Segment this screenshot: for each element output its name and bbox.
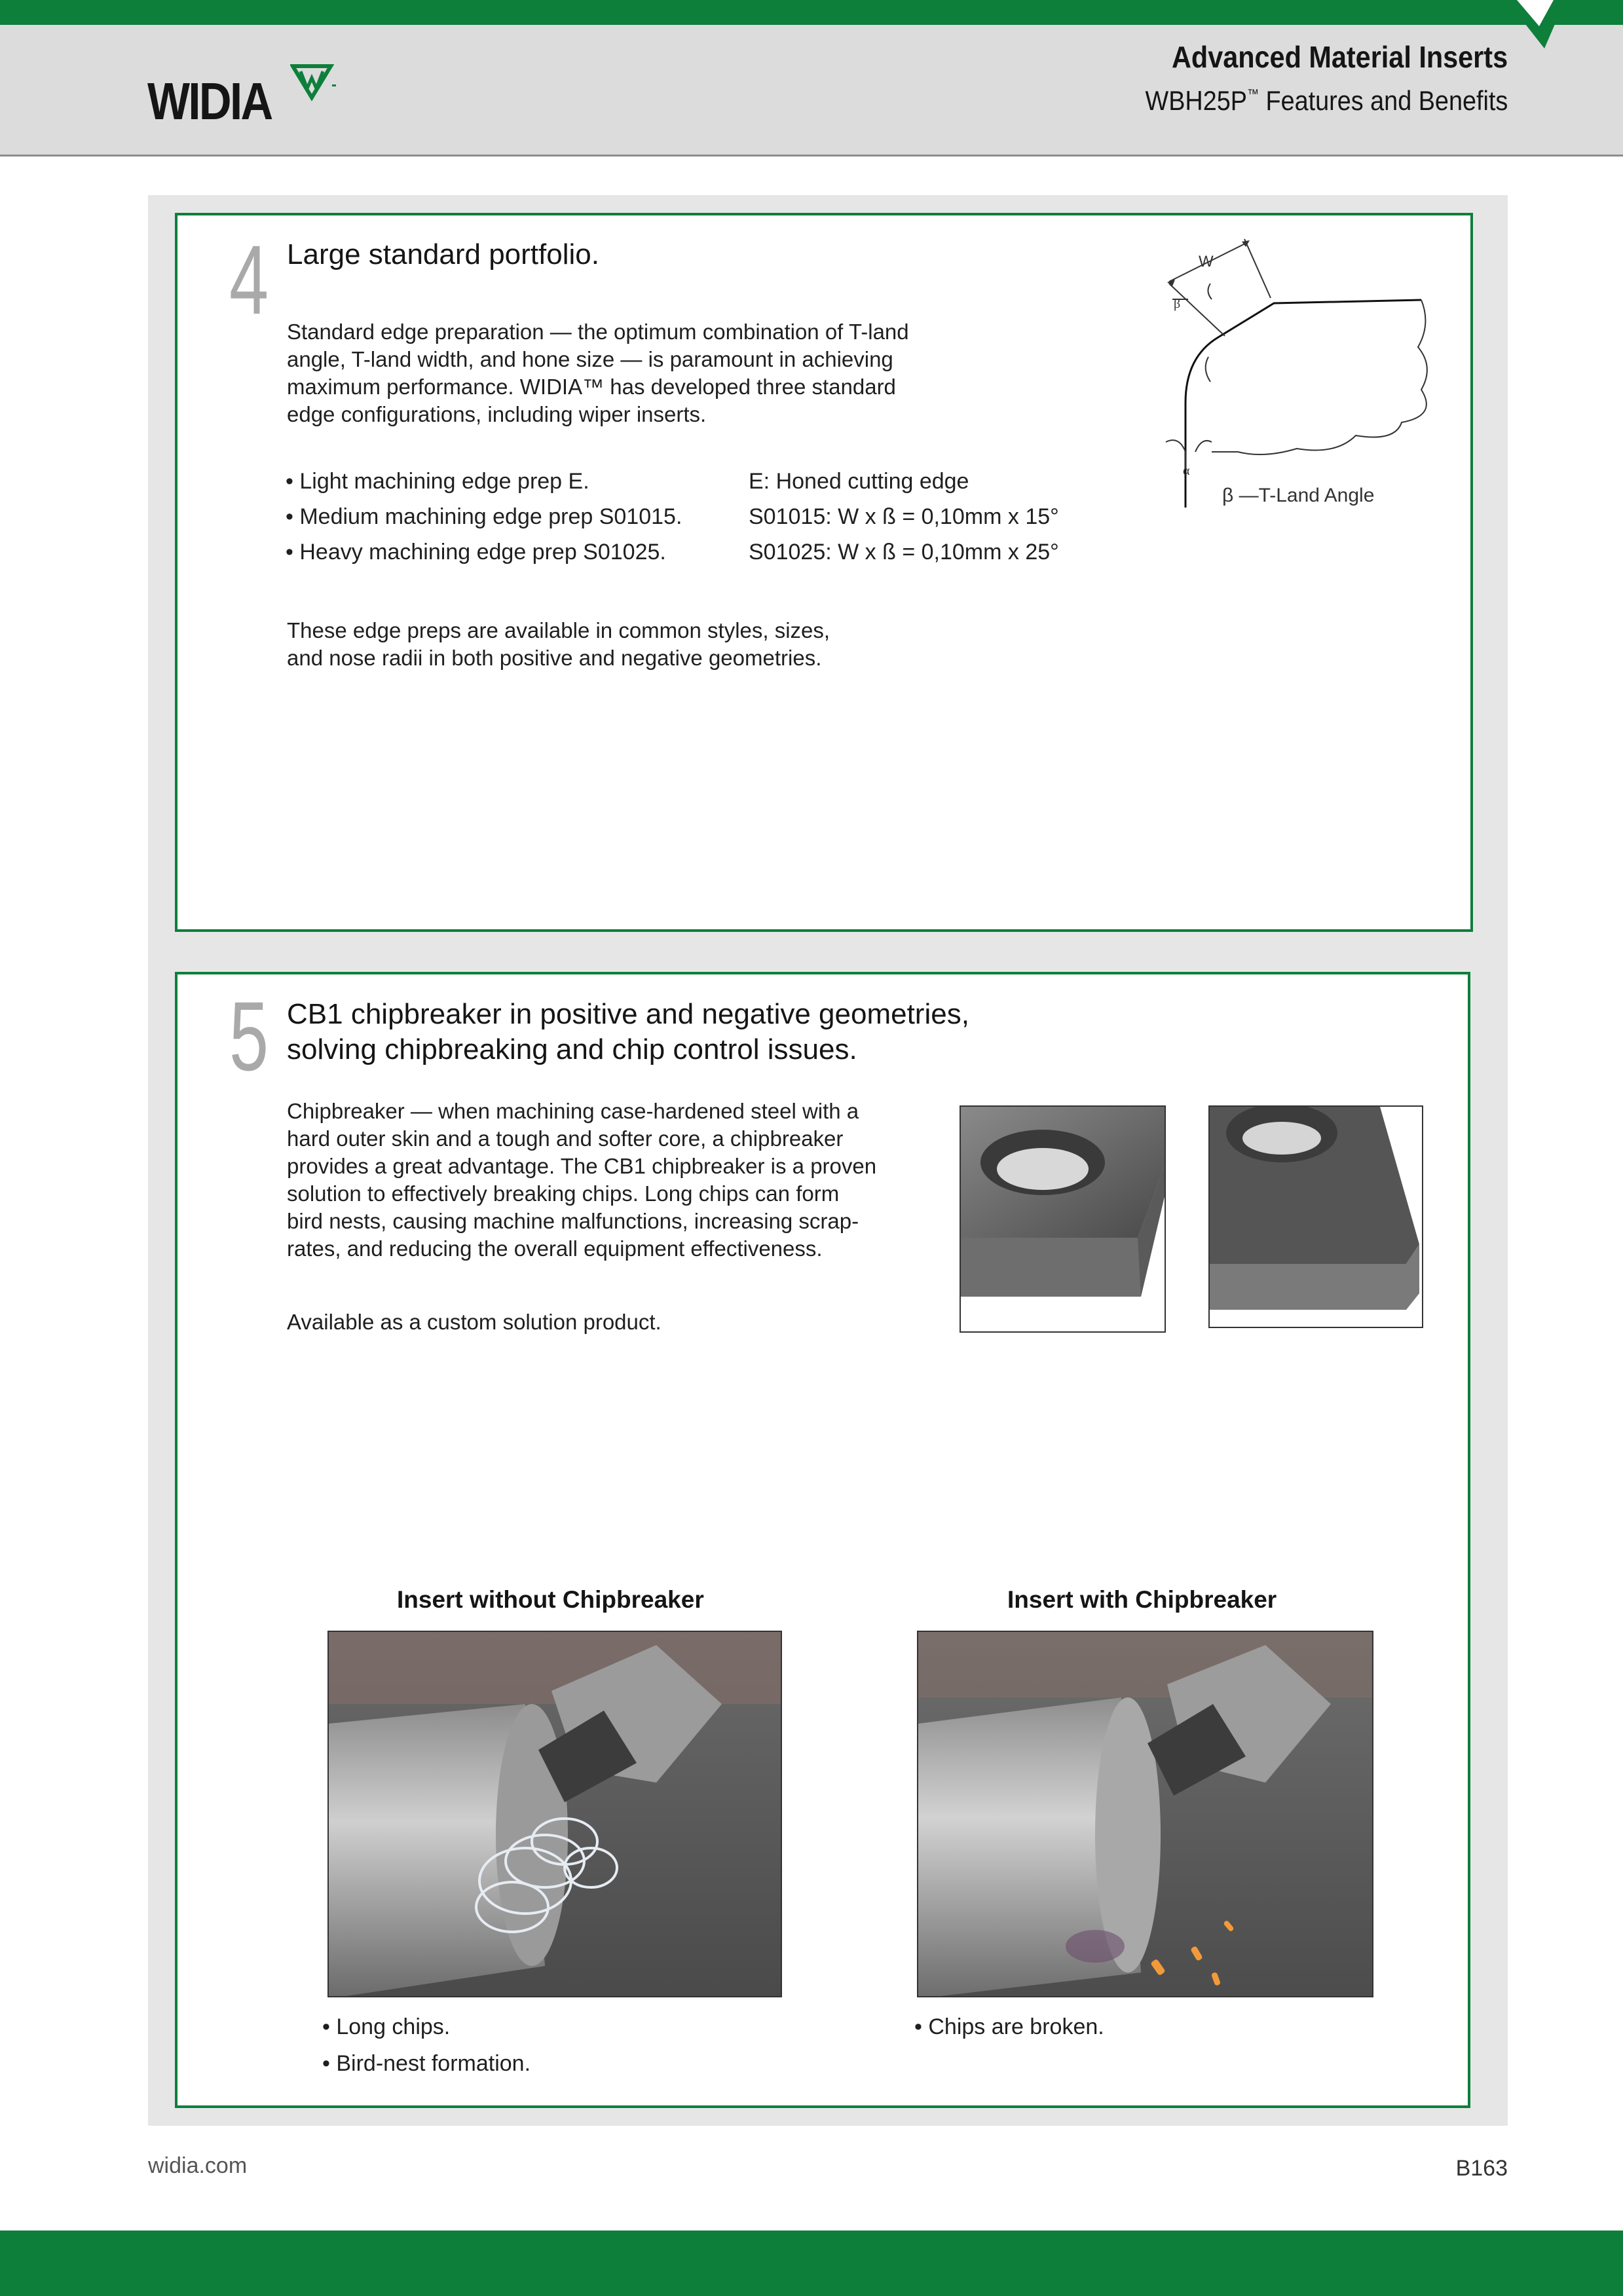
machining-photo-broken-chips <box>917 1631 1373 1997</box>
edge-prep-spec: S01025: W x ß = 0,10mm x 25° <box>749 540 1059 565</box>
edge-prep-spec: E: Honed cutting edge <box>749 469 969 494</box>
section-4-closing-line: These edge preps are available in common styles, sizes, <box>287 618 830 642</box>
diagram-caption: β —T-Land Angle <box>1222 485 1375 506</box>
header-subtitle <box>1145 85 1508 117</box>
top-brand-bar <box>0 0 1623 25</box>
widia-triangle-logo-icon <box>290 62 336 102</box>
machining-photo-long-chips <box>327 1631 782 1997</box>
section-4-number: 4 <box>229 225 269 335</box>
section-4-closing-line: and nose radii in both positive and negative geometries. <box>287 646 822 670</box>
section-5-number: 5 <box>229 981 269 1091</box>
availability-note: Available as a custom solution product. <box>287 1310 662 1334</box>
trigon-insert-image <box>1208 1105 1423 1328</box>
section-5-paragraph-line: hard outer skin and a tough and softer core, a chipbreaker <box>287 1126 844 1151</box>
section-5-paragraph-line: solution to effectively breaking chips. Long chips can form <box>287 1181 840 1206</box>
t-land-angle-diagram <box>1140 226 1467 521</box>
photo-title-without-chipbreaker: Insert without Chipbreaker <box>397 1586 704 1613</box>
footer-page-number: B163 <box>1455 2156 1508 2181</box>
section-4-paragraph-line: edge configurations, including wiper inserts. <box>287 402 707 426</box>
left-photo-bullet: • Long chips. <box>322 2014 451 2039</box>
subtitle-trademark: ™ <box>1246 87 1259 102</box>
header-title: Advanced Material Inserts <box>1171 40 1508 74</box>
edge-prep-spec: S01015: W x ß = 0,10mm x 15° <box>749 504 1059 529</box>
edge-prep-bullet: • Medium machining edge prep S01015. <box>286 504 682 529</box>
logo-wordmark: WIDIA <box>147 72 272 130</box>
section-4-paragraph-line: angle, T-land width, and hone size — is paramount in achieving <box>287 347 893 371</box>
section-4-paragraph-line: Standard edge preparation — the optimum combination of T-land <box>287 320 909 344</box>
section-4-paragraph-line: maximum performance. WIDIA™ has developed three standard <box>287 375 896 399</box>
section-5-paragraph-line: bird nests, causing machine malfunctions, increasing scrap- <box>287 1209 859 1233</box>
widia-logo <box>147 62 357 134</box>
section-5-heading-line: CB1 chipbreaker in positive and negative geometries, <box>287 998 969 1030</box>
section-5-paragraph-line: Chipbreaker — when machining case-hardened steel with a <box>287 1099 859 1123</box>
footer-website[interactable]: widia.com <box>148 2153 248 2178</box>
section-4-heading: Large standard portfolio. <box>287 238 599 270</box>
bottom-brand-bar <box>0 2231 1623 2296</box>
left-photo-bullet: • Bird-nest formation. <box>322 2051 531 2076</box>
diagram-label-alpha: α <box>1183 464 1190 478</box>
diagram-label-w: W <box>1199 253 1214 270</box>
right-photo-bullet: • Chips are broken. <box>914 2014 1104 2039</box>
photo-title-with-chipbreaker: Insert with Chipbreaker <box>1007 1586 1277 1613</box>
header-notch-icon <box>1506 0 1565 52</box>
section-5-heading-line: solving chipbreaking and chip control issues. <box>287 1033 857 1065</box>
subtitle-text: Features and Benefits <box>1258 85 1508 116</box>
edge-prep-bullet: • Light machining edge prep E. <box>286 469 589 494</box>
section-5-paragraph-line: rates, and reducing the overall equipment effectiveness. <box>287 1236 823 1261</box>
diagram-label-beta: β <box>1174 297 1181 311</box>
edge-prep-bullet: • Heavy machining edge prep S01025. <box>286 540 666 565</box>
subtitle-product: WBH25P <box>1145 85 1247 116</box>
section-5-paragraph-line: provides a great advantage. The CB1 chipbreaker is a proven <box>287 1154 877 1178</box>
square-insert-image <box>960 1105 1166 1333</box>
